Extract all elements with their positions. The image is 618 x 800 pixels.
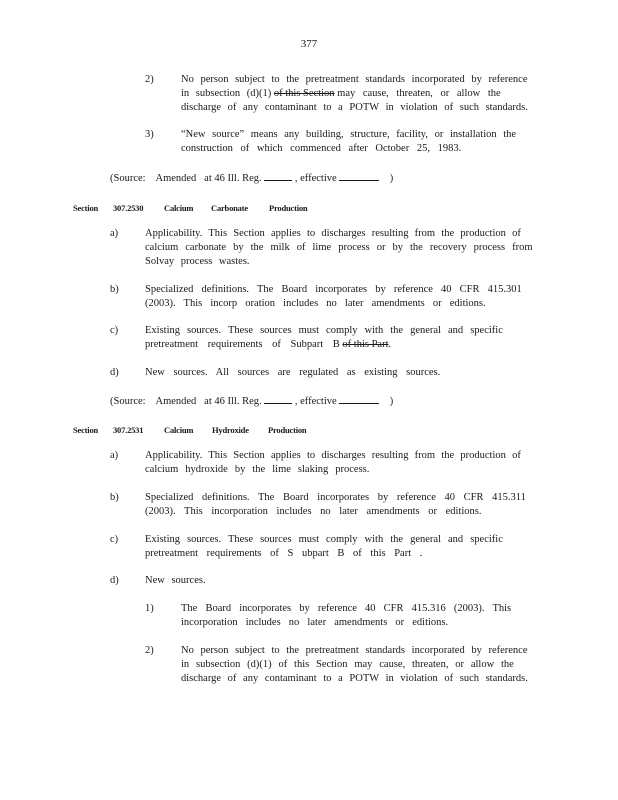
text-line: pretreatment requirements of Subpart B of this Part. <box>145 339 392 350</box>
subsection-letter: d) <box>110 575 119 586</box>
text-line: in subsection (d)(1) of this Section may cause, threaten, or allow the <box>181 88 501 99</box>
text-line: discharge of any contaminant to a POTW in violation of such standards. <box>181 102 528 113</box>
text-line: calcium hydroxide by the lime slaking process. <box>145 464 370 475</box>
text-line: No person subject to the pretreatment standards incorporated by reference <box>181 74 528 85</box>
subsection-letter: a) <box>110 450 119 461</box>
text-line: (2003). This incorporation includes no later amendments or editions. <box>145 506 482 517</box>
source-note: (Source: Amended at 46 Ill. Reg. , effective ) <box>110 396 394 407</box>
text-line: discharge of any contaminant to a POTW in violation of such standards. <box>181 673 528 684</box>
text-line: calcium carbonate by the milk of lime process or by the recovery process from <box>145 242 533 253</box>
subsection-letter: c) <box>110 325 119 336</box>
text-line: Applicability. This Section applies to discharges resulting from the production of <box>145 228 521 239</box>
text-line: New sources. <box>145 575 206 586</box>
item-number: 3) <box>145 129 154 140</box>
subsection-a <box>145 227 537 269</box>
paragraph-item-1 <box>181 602 528 630</box>
text-line: Specialized definitions. The Board incorporates by reference 40 CFR 415.301 <box>145 284 522 295</box>
paragraph-item-2 <box>181 73 528 115</box>
deleted-text: of this Part <box>342 339 389 350</box>
subsection-b <box>145 491 537 519</box>
paragraph-item-2 <box>181 644 528 686</box>
text-line: incorporation includes no later amendments or editions. <box>181 617 449 628</box>
source-note: (Source: Amended at 46 Ill. Reg. , effective ) <box>110 173 394 184</box>
text-line: New sources. All sources are regulated as existing sources. <box>145 367 441 378</box>
subsection-a <box>145 449 537 477</box>
text-line: The Board incorporates by reference 40 CFR 415.316 (2003). This <box>181 603 512 614</box>
item-number: 2) <box>145 645 154 656</box>
text-line: pretreatment requirements of S ubpart B of this Part . <box>145 548 423 559</box>
paragraph-item-3 <box>181 128 528 156</box>
text-line: (2003). This incorp oration includes no later amendments or editions. <box>145 298 486 309</box>
blank-line <box>339 394 379 404</box>
subsection-letter: b) <box>110 492 119 503</box>
subsection-d <box>145 574 537 588</box>
subsection-b <box>145 283 537 311</box>
blank-line <box>264 394 292 404</box>
text-line: No person subject to the pretreatment standards incorporated by reference <box>181 645 528 656</box>
subsection-letter: d) <box>110 367 119 378</box>
text-line: construction of which commenced after October 25, 1983. <box>181 143 462 154</box>
text-line: Existing sources. These sources must comply with the general and specific <box>145 534 503 545</box>
subsection-c <box>145 324 537 352</box>
text-line: in subsection (d)(1) of this Section may cause, threaten, or allow the <box>181 659 514 670</box>
item-number: 1) <box>145 603 154 614</box>
text-line: Applicability. This Section applies to discharges resulting from the production of <box>145 450 521 461</box>
subsection-d <box>145 366 537 380</box>
subsection-letter: b) <box>110 284 119 295</box>
blank-line <box>264 171 292 181</box>
blank-line <box>339 171 379 181</box>
text-line: “New source” means any building, structure, facility, or installation the <box>181 129 517 140</box>
subsection-c <box>145 533 537 561</box>
text-line: Solvay process wastes. <box>145 256 250 267</box>
page-number: 377 <box>300 38 318 50</box>
text-line: Specialized definitions. The Board incorporates by reference 40 CFR 415.311 <box>145 492 526 503</box>
deleted-text: of this Section <box>273 88 335 99</box>
text-line: Existing sources. These sources must comply with the general and specific <box>145 325 503 336</box>
item-number: 2) <box>145 74 154 85</box>
subsection-letter: a) <box>110 228 119 239</box>
subsection-letter: c) <box>110 534 119 545</box>
